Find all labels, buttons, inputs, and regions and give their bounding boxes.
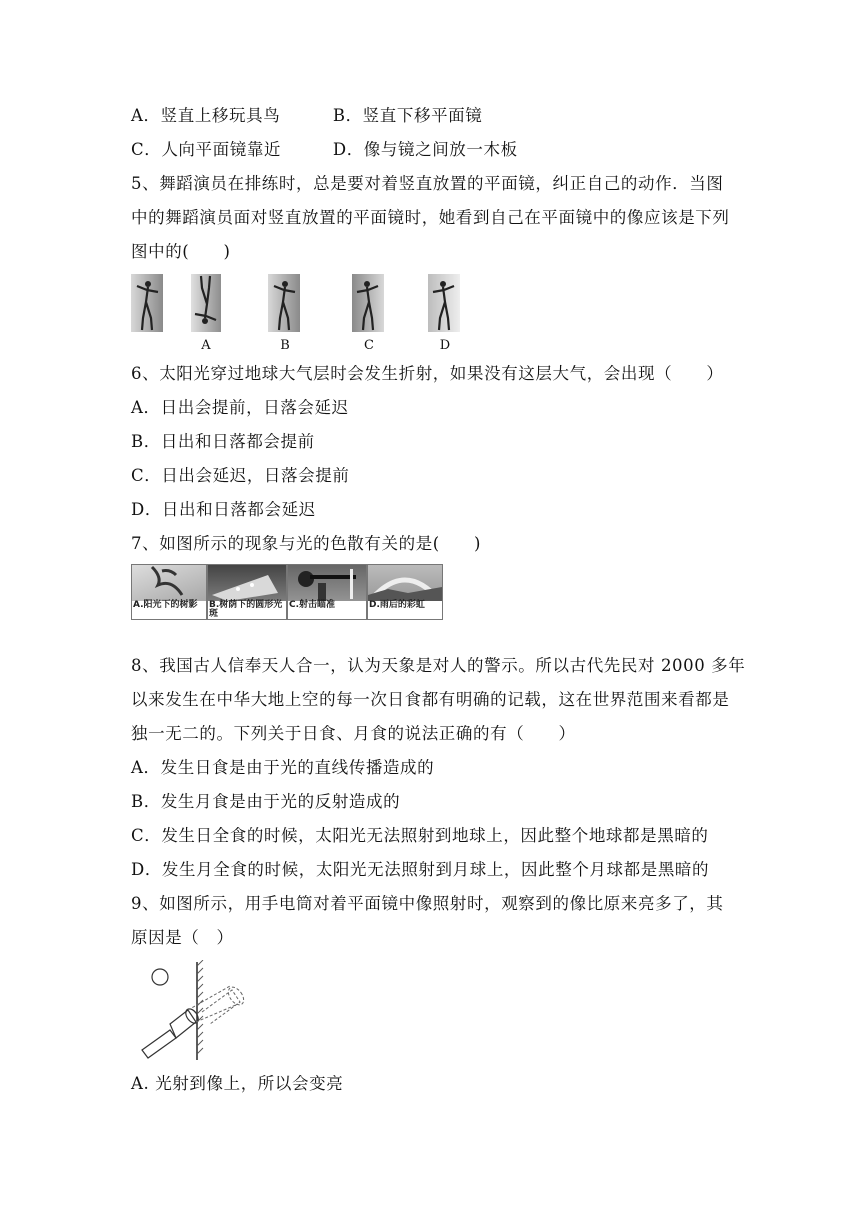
q8-option-b: B．发生月食是由于光的反射造成的 <box>131 792 401 811</box>
q4-option-a: A．竖直上移玩具鸟 <box>131 106 281 125</box>
q8-stem-line-1: 8、我国古人信奉天人合一，认为天象是对人的警示。所以古代先民对 2000 多年 <box>131 656 746 675</box>
q6-option-b: B．日出和日落都会提前 <box>131 432 315 451</box>
q7-caption-b: B.树荫下的圆形光斑 <box>208 601 286 619</box>
q6-option-c: C．日出会延迟，日落会提前 <box>131 466 350 485</box>
q5-stem-line-2: 中的舞蹈演员面对竖直放置的平面镜时，她看到自己在平面镜中的像应该是下列 <box>131 208 730 227</box>
dancer-option-c-figure <box>352 274 384 332</box>
dancer-original-figure <box>131 274 163 332</box>
dancer-option-d-figure <box>428 274 460 332</box>
q4-option-b: B．竖直下移平面镜 <box>332 106 483 125</box>
q7-caption-a: A.阳光下的树影 <box>132 601 206 619</box>
q8-option-c: C．发生日全食的时候，太阳光无法照射到地球上，因此整个地球都是黑暗的 <box>131 826 709 845</box>
q7-photo-c <box>287 564 367 620</box>
flashlight-mirror-diagram <box>130 960 250 1062</box>
q9-stem-line-2: 原因是（ ） <box>131 928 234 947</box>
q4-options-row-2 <box>131 139 518 161</box>
q6-stem: 6、太阳光穿过地球大气层时会发生折射，如果没有这层大气，会出现（ ） <box>131 364 724 383</box>
q7-photo-a <box>131 564 207 620</box>
q6-option-d: D．日出和日落都会延迟 <box>131 500 316 519</box>
q7-photo-d <box>367 564 443 620</box>
q5-label-d: D <box>439 338 451 353</box>
q4-option-c: C．人向平面镜靠近 <box>131 140 282 159</box>
q8-stem-line-2: 以来发生在中华大地上空的每一次日食都有明确的记载，这在世界范围来看都是 <box>131 690 730 709</box>
q9-stem-line-1: 9、如图所示，用手电筒对着平面镜中像照射时，观察到的像比原来亮多了，其 <box>131 894 724 913</box>
q4-options-row-1 <box>131 105 482 127</box>
q8-option-a: A．发生日食是由于光的直线传播造成的 <box>131 758 435 777</box>
dancer-option-a-figure <box>191 274 221 332</box>
q7-caption-c: C.射击瞄准 <box>288 601 366 619</box>
q4-option-d: D．像与镜之间放一木板 <box>332 140 518 159</box>
q5-label-b: B <box>280 338 290 353</box>
q8-option-d: D．发生月全食的时候，太阳光无法照射到月球上，因此整个月球都是黑暗的 <box>131 860 710 879</box>
q5-stem-line-3: 图中的( ) <box>131 242 231 261</box>
q9-option-a: A. 光射到像上，所以会变亮 <box>131 1074 344 1093</box>
q5-label-c: C <box>364 338 374 353</box>
q7-photo-strip <box>131 564 441 620</box>
q5-label-a: A <box>201 338 211 353</box>
q8-stem-line-3: 独一无二的。下列关于日食、月食的说法正确的有（ ） <box>131 724 576 743</box>
q6-option-a: A．日出会提前，日落会延迟 <box>131 398 349 417</box>
q7-stem: 7、如图所示的现象与光的色散有关的是( ) <box>131 534 482 553</box>
q7-caption-d: D.雨后的彩虹 <box>368 601 442 619</box>
q7-photo-b <box>207 564 287 620</box>
dancer-option-b-figure <box>268 274 300 332</box>
q5-stem-line-1: 5、舞蹈演员在排练时，总是要对着竖直放置的平面镜，纠正自己的动作．当图 <box>131 174 724 193</box>
